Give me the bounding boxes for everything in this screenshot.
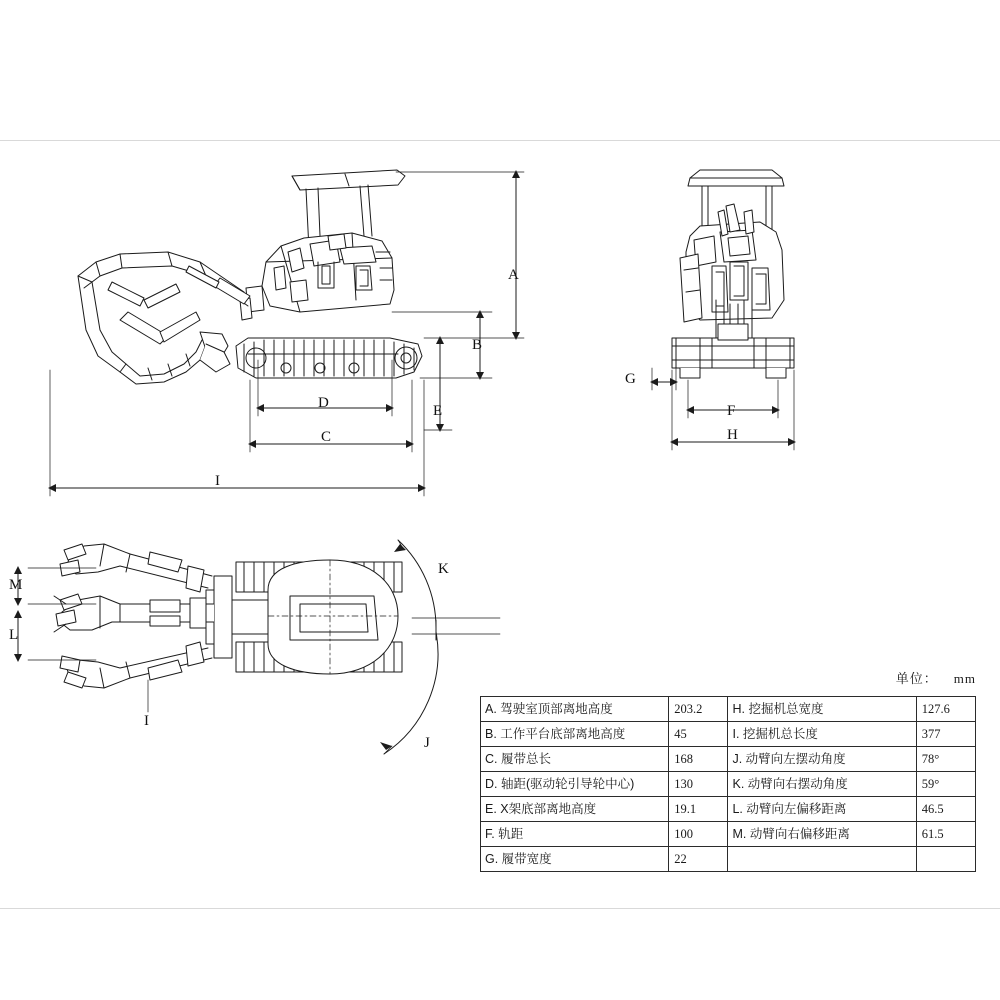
- unit-caption: [896, 668, 976, 687]
- unit-caption-text: 单位：: [895, 671, 938, 686]
- spec-value-left: 100: [669, 822, 728, 847]
- spec-value-right: 377: [916, 722, 975, 747]
- spec-value-right-empty: [916, 847, 975, 872]
- spec-name-left: D. 轴距(驱动轮引导轮中心): [481, 772, 669, 797]
- spec-value-left: 203.2: [669, 697, 728, 722]
- table-row: [481, 772, 976, 797]
- spec-name-left: C. 履带总长: [481, 747, 669, 772]
- spec-value-right: 46.5: [916, 797, 975, 822]
- table-row: [481, 697, 976, 722]
- spec-value-left: 22: [669, 847, 728, 872]
- unit-value: mm: [953, 671, 976, 686]
- spec-name-right: H. 挖掘机总宽度: [728, 697, 916, 722]
- dimension-label-J: J: [424, 735, 430, 751]
- spec-value-left: 45: [669, 722, 728, 747]
- dimension-label-I-side: I: [215, 473, 220, 489]
- spec-value-right: 127.6: [916, 697, 975, 722]
- bottom-divider: [0, 908, 1000, 909]
- table-row: [481, 747, 976, 772]
- spec-name-right-empty: [728, 847, 916, 872]
- table-row: [481, 822, 976, 847]
- spec-name-left: A. 驾驶室顶部离地高度: [481, 697, 669, 722]
- spec-value-right: 59°: [916, 772, 975, 797]
- table-row: [481, 722, 976, 747]
- spec-name-left: E. X架底部离地高度: [481, 797, 669, 822]
- dimension-label-K: K: [438, 561, 449, 577]
- dimension-label-G: G: [625, 371, 636, 387]
- dimension-label-L: L: [9, 627, 19, 643]
- dimension-label-F: F: [727, 403, 736, 419]
- table-row: [481, 847, 976, 872]
- table-row: [481, 797, 976, 822]
- dimension-label-B: B: [472, 337, 483, 353]
- spec-name-left: B. 工作平台底部离地高度: [481, 722, 669, 747]
- dimension-label-C: C: [321, 429, 332, 445]
- dimension-label-H: H: [727, 427, 738, 443]
- specification-table: [480, 696, 976, 872]
- specification-table-body: [481, 697, 976, 872]
- dimension-label-A: A: [508, 267, 519, 283]
- spec-value-left: 19.1: [669, 797, 728, 822]
- spec-name-right: I. 挖掘机总长度: [728, 722, 916, 747]
- spec-name-right: L. 动臂向左偏移距离: [728, 797, 916, 822]
- spec-name-right: M. 动臂向右偏移距离: [728, 822, 916, 847]
- dimension-label-D: D: [318, 395, 329, 411]
- spec-value-left: 168: [669, 747, 728, 772]
- spec-name-right: K. 动臂向右摆动角度: [728, 772, 916, 797]
- spec-name-left: G. 履带宽度: [481, 847, 669, 872]
- dimension-label-E: E: [433, 403, 443, 419]
- spec-value-right: 61.5: [916, 822, 975, 847]
- spec-value-right: 78°: [916, 747, 975, 772]
- dimension-label-I-top: I: [144, 713, 149, 729]
- spec-name-right: J. 动臂向左摆动角度: [728, 747, 916, 772]
- spec-name-left: F. 轨距: [481, 822, 669, 847]
- dimension-label-M: M: [9, 577, 23, 593]
- top-divider: [0, 140, 1000, 141]
- spec-value-left: 130: [669, 772, 728, 797]
